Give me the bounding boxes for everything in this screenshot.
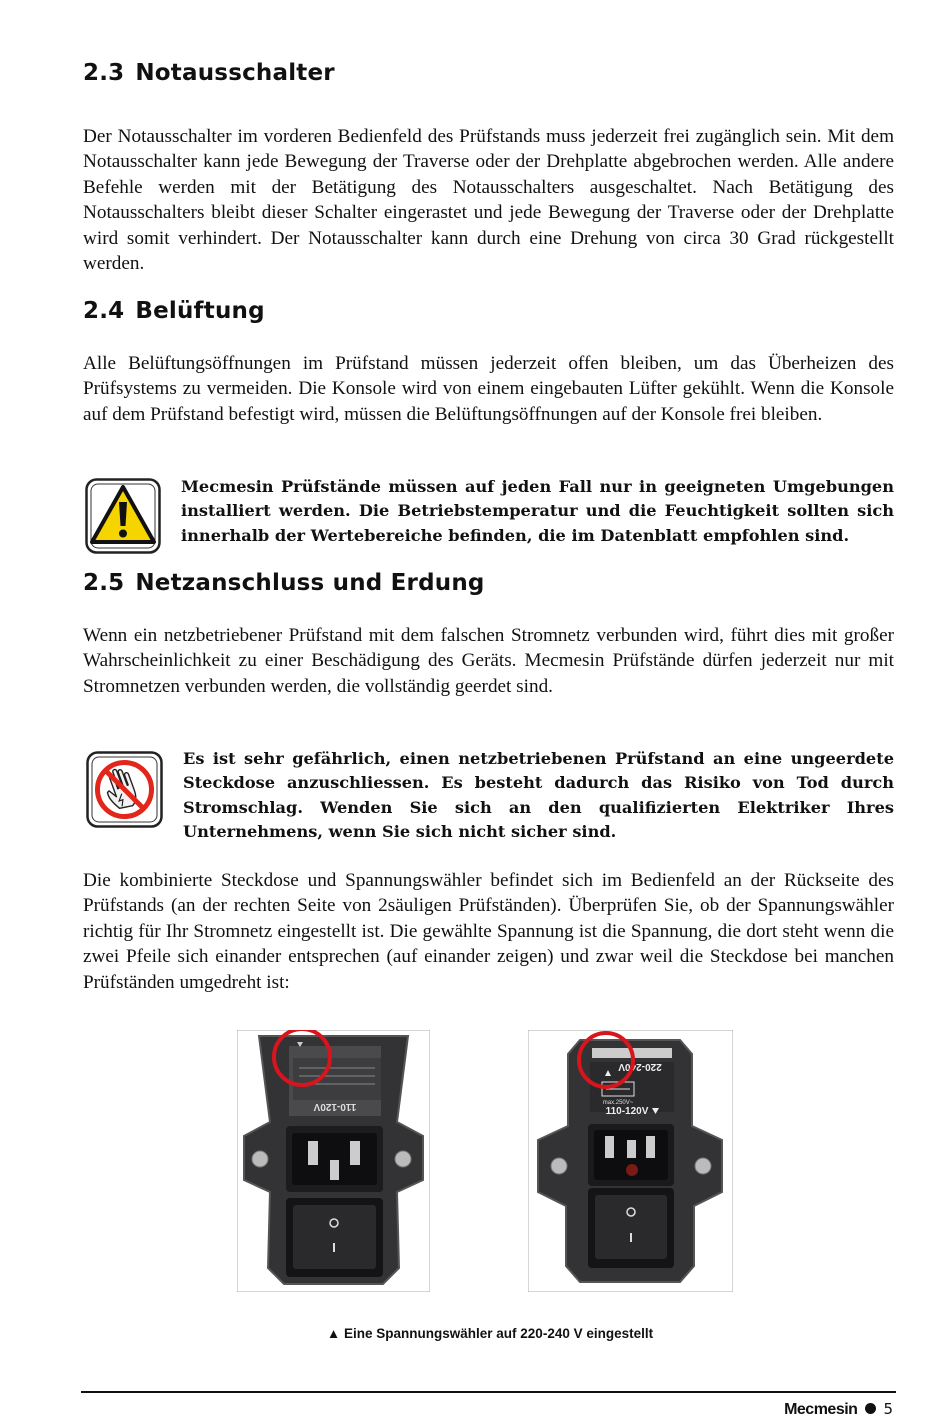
- section-title: Belüftung: [135, 298, 265, 324]
- bullet-icon: [865, 1403, 876, 1414]
- caption-marker: ▲: [326, 1326, 341, 1341]
- figure-caption: [0, 1326, 950, 1341]
- paragraph-netzanschluss: Wenn ein netzbetriebener Prüfstand mit dem falschen Stromnetz verbunden wird, führt dies mit großer Wahrscheinlichkeit zu einer Beschädigung des Geräts. Mecmesin Prüfstände dürfen jederzeit nur mit Stromnetzen verbunden werden, die vollständig geerdet sind.: [83, 625, 894, 697]
- section-number: 2.5: [83, 570, 125, 596]
- caption-text: Eine Spannungswähler auf 220-240 V eingestellt: [344, 1326, 654, 1341]
- left-voltage-label-bottom: 110-120V: [313, 1101, 357, 1112]
- section-number: 2.4: [83, 298, 125, 324]
- right-voltage-label-max: max.250V~: [602, 1100, 634, 1106]
- right-voltage-label-bottom: 110-120V: [605, 1106, 649, 1117]
- no-touch-hand-icon: [86, 751, 163, 828]
- footer-divider: [81, 1391, 896, 1393]
- heading-belueftung: [83, 298, 265, 324]
- danger-note: Es ist sehr gefährlich, einen netzbetriebenen Prüfstand an eine ungeerdete Steckdose anzuschliessen. Es besteht dadurch das Risiko von Tod durch Stromschlag. Wenden Sie sich an den qualifizierten Elektriker Ihres Unternehmens, wenn Sie sich nicht sicher sind.: [183, 749, 894, 841]
- warning-triangle-icon: [85, 478, 161, 554]
- paragraph-belueftung: Alle Belüftungsöffnungen im Prüfstand müssen jederzeit offen bleiben, um das Überheizen des Prüfsystems zu vermeiden. Die Konsole wird von einem eingebauten Lüfter gekühlt. Wenn die Konsole auf dem Prüfstand befestigt wird, müssen die Belüftungsöffnungen auf der Konsole frei bleiben.: [83, 353, 894, 425]
- page-footer: [784, 1400, 893, 1419]
- section-number: 2.3: [83, 60, 125, 86]
- warning-note: Mecmesin Prüfstände müssen auf jeden Fall nur in geeigneten Umgebungen installiert werden. Die Betriebstemperatur und die Feuchtigkeit sollten sich innerhalb der Wertebereiche befinden, die im Datenblatt empfohlen sind.: [181, 477, 894, 545]
- paragraph-spannungswaehler: Die kombinierte Steckdose und Spannungswähler befindet sich im Bedienfeld an der Rückseite des Prüfstands (an der rechten Seite von 2säuligen Prüfständen). Überprüfen Sie, ob der Spannungswähler richtig für Ihr Stromnetz eingestellt ist. Die gewählte Spannung ist die Spannung, die dort steht wenn die zwei Pfeile sich einander entsprechen (auf einander zeigen) und zwar weil die Steckdose bei manchen Prüfständen umgedreht ist:: [83, 870, 894, 993]
- heading-netzanschluss: [83, 570, 485, 596]
- socket-photo-right: [528, 1030, 733, 1292]
- paragraph-notausschalter: Der Notausschalter im vorderen Bedienfeld des Prüfstands muss jederzeit frei zugänglich sein. Mit dem Notausschalter kann jede Bewegung der Traverse oder der Drehplatte abgebrochen werden. Alle andere Befehle werden mit der Betätigung des Notausschalters ausgeschaltet. Nach Betätigung des Notausschalters bleibt dieser Schalter eingerastet und jede Bewegung der Traverse oder der Drehplatte wird somit verhindert. Der Notausschalter kann durch eine Drehung von circa 30 Grad rückgestellt werden.: [83, 126, 894, 275]
- right-voltage-label-top: 220-240V: [618, 1061, 662, 1072]
- page-number: 5: [883, 1400, 893, 1418]
- footer-brand: Mecmesin: [784, 1401, 858, 1418]
- section-title: Notausschalter: [135, 60, 335, 86]
- section-title: Netzanschluss und Erdung: [135, 570, 485, 596]
- socket-photo-left: [237, 1030, 430, 1292]
- heading-notausschalter: [83, 60, 335, 86]
